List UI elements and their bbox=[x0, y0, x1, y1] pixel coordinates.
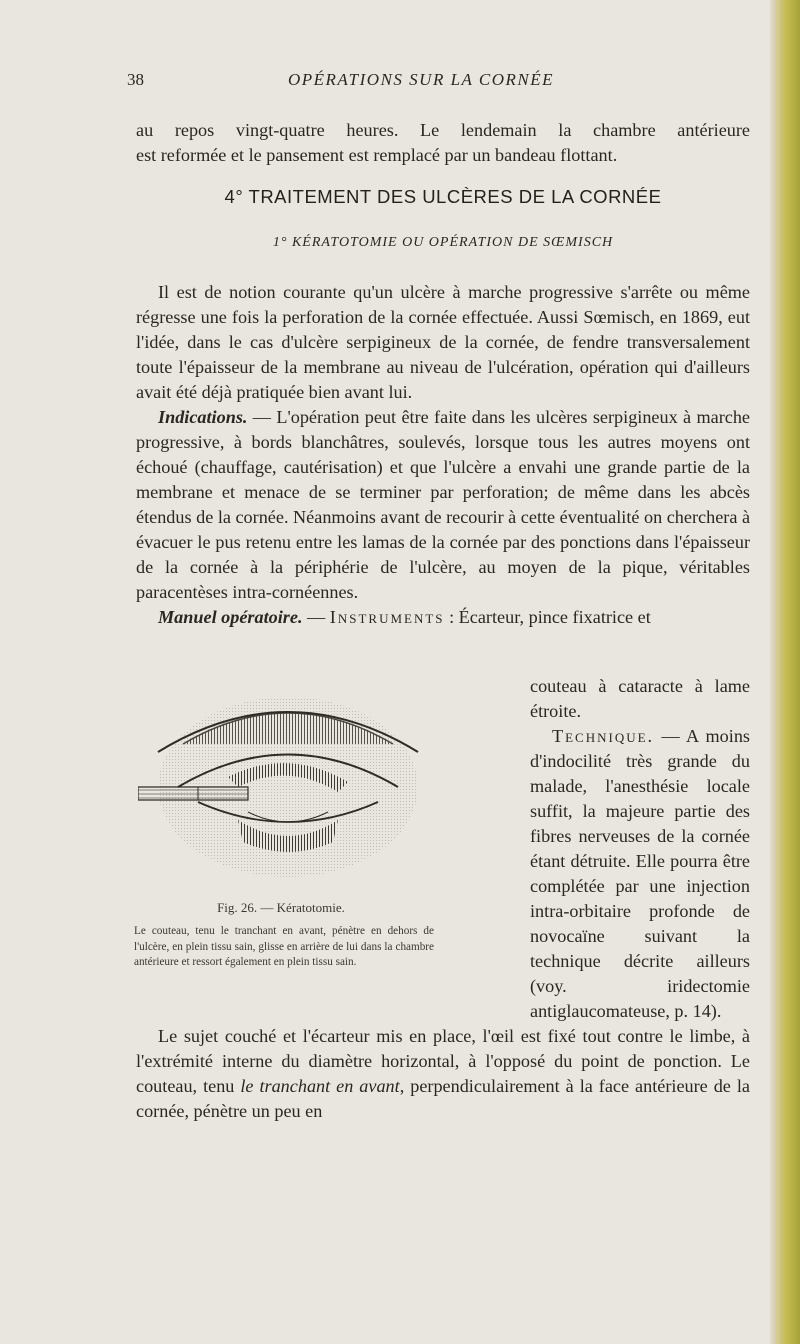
manuel-label: Manuel opératoire. bbox=[158, 607, 303, 627]
procedure-text-a: Le sujet couché et l'écarteur mis en place, l'œil est fixé tout contre le limbe, à l'extrémité interne du diamètre horizontal, à l'opposé du point de ponction. Le couteau, tenu bbox=[136, 1026, 750, 1096]
paragraph-technique bbox=[530, 724, 750, 1024]
technique-text: — A moins d'indocilité très grande du malade, l'anesthésie locale suffit, la majeure partie des fibres nerveuses de la cornée étant détruite. Elle pourra être complétée par une injection intra-orbitaire profonde de novocaïne suivant la technique décrite ailleurs (voy. iridectomie antiglaucomateuse, p. 14). bbox=[530, 726, 750, 1021]
procedure-italic: le tranchant en avant bbox=[240, 1076, 400, 1096]
figure-title: Fig. 26. — Kératotomie. bbox=[217, 900, 345, 915]
intro-paragraph bbox=[136, 118, 750, 168]
paragraph-indications bbox=[136, 405, 750, 605]
subsection-heading: 1° KÉRATOTOMIE OU OPÉRATION DE SŒMISCH bbox=[272, 235, 614, 250]
knife-blade bbox=[138, 787, 248, 800]
instruments-label: Instruments bbox=[329, 607, 445, 627]
paragraph-procedure bbox=[136, 1024, 750, 1124]
intro-line-2: est reformée et le pansement est remplacé par un bandeau flottant. bbox=[136, 145, 618, 165]
paragraph-intro-sœmisch: Il est de notion courante qu'un ulcère à marche progressive s'arrête ou même régresse une fois la perforation de la cornée effectuée. Aussi Sœmisch, en 1869, eut l'idée, dans le cas d'ulcère serpigineux de la cornée, de fendre transversalement toute l'épaisseur de la membrane au niveau de l'ulcération, opération qui d'ailleurs avait été déjà pratiquée bien avant lui. bbox=[136, 282, 750, 402]
instruments-text: : Écarteur, pince fixatrice et bbox=[444, 607, 651, 627]
procedure-text-b: , perpendiculairement à la face antérieure de la cornée, pénètre un peu en bbox=[136, 1076, 750, 1121]
figure-caption: Le couteau, tenu le tranchant en avant, pénètre en dehors de l'ulcère, en plein tissu sain, glisse en arrière de lui dans la chambre antérieure et ressort également en plein tissu sain. bbox=[134, 925, 434, 968]
right-column-text bbox=[530, 674, 750, 1024]
technique-label: Technique. bbox=[552, 726, 655, 746]
body-text bbox=[136, 280, 750, 630]
page-number: 38 bbox=[127, 70, 144, 89]
page-edge bbox=[770, 0, 800, 1344]
running-head: OPÉRATIONS SUR LA CORNÉE bbox=[288, 70, 554, 89]
intro-line-1: au repos vingt-quatre heures. Le lendemain la chambre antérieure bbox=[136, 120, 750, 140]
indications-label: Indications. bbox=[158, 407, 248, 427]
keratotomy-figure bbox=[138, 692, 423, 892]
page-header bbox=[0, 70, 770, 94]
section-heading: 4° TRAITEMENT DES ULCÈRES DE LA CORNÉE bbox=[224, 186, 662, 207]
instruments-continuation: couteau à cataracte à lame étroite. bbox=[530, 676, 750, 721]
dash: — bbox=[302, 607, 330, 627]
paragraph-manuel bbox=[136, 605, 750, 630]
indications-text: — L'opération peut être faite dans les ulcères serpigineux à marche progressive, à bords blanchâtres, soulevés, lorsque tous les autres moyens ont échoué (chauffage, cautérisation) et que l'ulcère a envahi une grande partie de la membrane et menace de se terminer par perforation; de même dans les abcès étendus de la cornée. Néanmoins avant de recourir à cette éventualité on cherchera à évacuer le pus retenu entre les lamas de la cornée par des ponctions dans l'épaisseur de la cornée à la périphérie de l'ulcère, au moyen de la pique, véritables paracentèses intra-cornéennes. bbox=[136, 407, 751, 602]
bottom-paragraph bbox=[136, 1024, 750, 1124]
